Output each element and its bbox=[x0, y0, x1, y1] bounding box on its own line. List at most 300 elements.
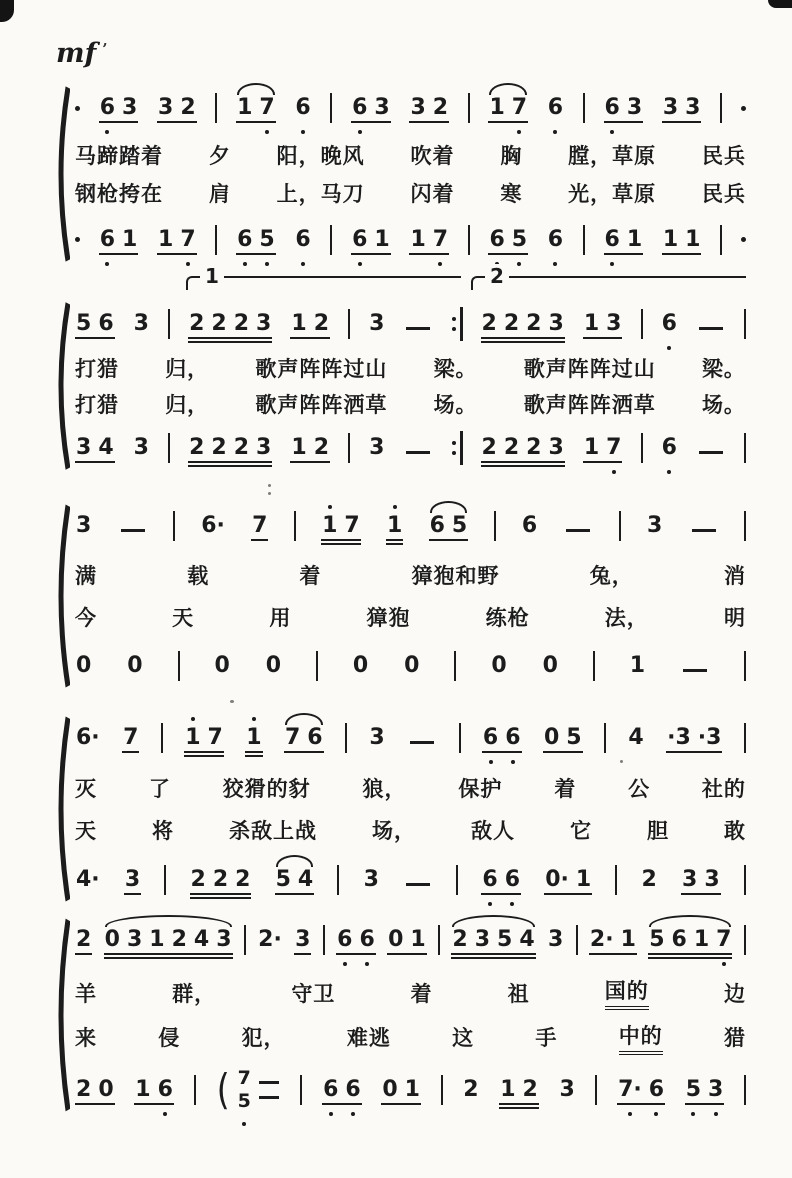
note-token: 6 bbox=[605, 97, 620, 119]
note-token: 3 bbox=[256, 311, 272, 336]
music-system bbox=[54, 714, 748, 904]
lyric-syllable: 歌声阵阵过山 bbox=[255, 357, 388, 381]
note-token: 2 bbox=[235, 867, 251, 892]
note-token: 1 bbox=[662, 226, 679, 252]
barline bbox=[744, 309, 746, 339]
dash-note bbox=[259, 1096, 279, 1099]
barline bbox=[294, 511, 296, 541]
system-content bbox=[73, 502, 748, 690]
note-beat bbox=[604, 226, 644, 252]
beam-underline bbox=[386, 539, 403, 541]
chord-notes bbox=[237, 1066, 251, 1112]
note-token: 5 bbox=[275, 867, 291, 892]
dash-note bbox=[406, 327, 430, 330]
note-beat bbox=[133, 437, 150, 459]
note-token: 6 bbox=[295, 229, 310, 251]
note-token: 5 bbox=[686, 1079, 701, 1101]
note-token: 2 bbox=[233, 435, 250, 460]
note-beat bbox=[386, 515, 403, 537]
octave-dot-below bbox=[351, 1112, 355, 1116]
note-token: 1 bbox=[489, 95, 505, 120]
octave-dot-above bbox=[252, 717, 256, 721]
dash-note bbox=[406, 451, 430, 454]
barline bbox=[337, 865, 339, 895]
note-token: 2 bbox=[503, 311, 520, 336]
lyric-syllable: 群， bbox=[172, 981, 217, 1006]
note-token: 4 bbox=[98, 435, 114, 460]
note-beat bbox=[387, 929, 427, 951]
lyric-syllable: 场。 bbox=[433, 393, 478, 417]
slur-arc bbox=[452, 915, 534, 927]
note-token: 6 bbox=[98, 311, 114, 336]
scan-speck bbox=[230, 700, 234, 703]
dash-note bbox=[692, 529, 716, 532]
lyrics-line-2 bbox=[73, 388, 748, 420]
note-beat bbox=[689, 515, 719, 537]
lyric-syllable: 胆 bbox=[647, 819, 669, 843]
octave-dot-below bbox=[667, 470, 671, 474]
note-beat bbox=[696, 437, 726, 459]
note-token: 5 bbox=[259, 229, 274, 251]
note-beat bbox=[544, 869, 592, 891]
note-beat bbox=[188, 437, 272, 459]
barline bbox=[576, 925, 578, 955]
note-token bbox=[404, 869, 432, 891]
note-token: 0 bbox=[404, 652, 420, 678]
barline bbox=[744, 433, 746, 463]
lyric-syllable: 国的 bbox=[605, 975, 649, 1010]
slur-arc bbox=[276, 855, 314, 867]
note-token: 3 bbox=[682, 867, 698, 892]
note-beat bbox=[245, 727, 262, 749]
barline bbox=[178, 651, 180, 681]
barline bbox=[593, 651, 595, 681]
lyric-syllable: 难逃 bbox=[346, 1026, 391, 1051]
lyric-syllable: 守卫 bbox=[291, 981, 336, 1006]
barline bbox=[168, 433, 170, 463]
lyrics-line-2 bbox=[73, 601, 748, 633]
note-token: 0 bbox=[265, 652, 281, 678]
octave-dot-above bbox=[191, 717, 195, 721]
note-beat bbox=[284, 727, 324, 749]
barline bbox=[215, 225, 217, 255]
octave-dot-below bbox=[358, 130, 362, 134]
note-token: 1 bbox=[291, 311, 307, 336]
note-beat bbox=[547, 929, 564, 951]
octave-dot-below bbox=[488, 902, 492, 906]
lyric-syllable: 练枪 bbox=[485, 605, 530, 630]
note-beat bbox=[351, 226, 391, 252]
note-beat bbox=[75, 1076, 115, 1102]
note-beat bbox=[583, 437, 623, 459]
note-token: 7 bbox=[344, 513, 360, 538]
note-token: 5 bbox=[566, 725, 582, 750]
octave-dot-below bbox=[365, 962, 369, 966]
note-token: 7 bbox=[606, 437, 621, 459]
note-token: 4· bbox=[76, 867, 100, 892]
barline bbox=[441, 1075, 443, 1105]
lyric-syllable: 边 bbox=[723, 981, 746, 1006]
note-beat bbox=[257, 929, 283, 951]
barline bbox=[173, 511, 175, 541]
music-system bbox=[54, 916, 748, 1114]
barline bbox=[744, 511, 746, 541]
lyric-syllable: 灭 bbox=[75, 777, 97, 801]
music-system bbox=[54, 84, 748, 264]
note-beat bbox=[403, 652, 420, 678]
note-beat bbox=[368, 437, 385, 459]
beam-underline bbox=[543, 751, 583, 753]
note-token: 5 bbox=[238, 1092, 251, 1111]
barline bbox=[454, 651, 456, 681]
note-beat bbox=[351, 97, 391, 119]
note-token: 3 bbox=[122, 95, 138, 120]
lyric-syllable: 打猎 bbox=[75, 393, 119, 417]
note-beat bbox=[482, 727, 522, 749]
note-token: 1 bbox=[158, 226, 174, 252]
barline bbox=[459, 723, 461, 753]
lyric-syllable: 中的 bbox=[619, 1020, 663, 1055]
note-token: 0 bbox=[352, 652, 369, 678]
note-token: 2 bbox=[211, 311, 227, 336]
beam-underline bbox=[499, 1107, 539, 1109]
beam-underline bbox=[75, 953, 92, 955]
note-token: 0 bbox=[76, 652, 92, 678]
note-token: 5 bbox=[649, 927, 665, 952]
repeat-dot bbox=[452, 451, 456, 455]
beam-underline bbox=[681, 893, 721, 895]
note-beat bbox=[321, 515, 361, 537]
lyric-syllable: 马蹄踏着 bbox=[75, 143, 163, 168]
beam-underline bbox=[662, 121, 702, 123]
lyric-syllable: 歌声阵阵洒草 bbox=[523, 393, 656, 417]
lyric-syllable: 保护 bbox=[458, 777, 503, 801]
note-token: 6 bbox=[483, 727, 498, 749]
octave-dot-below bbox=[343, 962, 347, 966]
beam-underline bbox=[351, 121, 391, 123]
note-token: 0 bbox=[104, 927, 120, 952]
note-token: 2 bbox=[432, 95, 449, 120]
note-token: 1 bbox=[237, 95, 253, 120]
note-token: 3 bbox=[662, 95, 679, 120]
octave-dot-below bbox=[691, 1112, 695, 1116]
note-beat bbox=[188, 313, 272, 335]
note-beat bbox=[190, 869, 252, 891]
barline bbox=[456, 865, 458, 895]
octave-dot-below bbox=[722, 962, 726, 966]
beam-underline bbox=[648, 957, 732, 959]
system-brace bbox=[54, 84, 70, 264]
note-beat bbox=[275, 869, 315, 891]
barline bbox=[164, 865, 166, 895]
beam-underline bbox=[322, 1103, 362, 1105]
note-token: 3 bbox=[374, 95, 390, 120]
note-token: 1 bbox=[404, 1076, 420, 1102]
note-token bbox=[408, 727, 436, 749]
scan-speck bbox=[268, 484, 271, 487]
note-token: 2 bbox=[76, 927, 92, 952]
note-beat bbox=[75, 727, 101, 749]
note-beat bbox=[236, 97, 276, 119]
note-beat bbox=[403, 313, 433, 335]
note-token: 2 bbox=[463, 1076, 479, 1102]
note-token: 3 bbox=[647, 513, 663, 538]
lyric-syllable: 膛，草原 bbox=[568, 143, 657, 168]
note-token: 2 bbox=[481, 311, 497, 336]
note-token: ·3 bbox=[697, 725, 722, 750]
barline bbox=[330, 93, 332, 123]
upper-voice-line bbox=[73, 714, 748, 762]
note-beat bbox=[488, 226, 528, 252]
note-token: 7 bbox=[207, 725, 223, 750]
upper-voice-line bbox=[73, 84, 748, 132]
octave-dot-below bbox=[553, 130, 557, 134]
note-beat bbox=[563, 515, 593, 537]
upper-voice-line bbox=[73, 502, 748, 550]
note-token: 6 bbox=[482, 869, 497, 891]
note-token: 2 bbox=[522, 1076, 538, 1102]
lyric-syllable: 手 bbox=[535, 1026, 558, 1051]
lyric-syllable: 歌声阵阵洒草 bbox=[255, 393, 388, 417]
barline bbox=[244, 925, 246, 955]
barline bbox=[720, 225, 722, 255]
note-token bbox=[119, 515, 147, 537]
repeat-dot bbox=[741, 106, 746, 111]
note-token: 2 bbox=[503, 435, 520, 460]
note-beat bbox=[124, 869, 141, 891]
beam-underline bbox=[617, 1103, 665, 1105]
octave-dot-below bbox=[610, 130, 614, 134]
note-token: 1 bbox=[149, 927, 165, 952]
octave-dot-below bbox=[301, 130, 305, 134]
beam-underline bbox=[290, 337, 330, 339]
note-token: 1 bbox=[135, 1076, 151, 1102]
repeat-dot bbox=[452, 441, 456, 445]
barline bbox=[345, 723, 347, 753]
octave-dot-below bbox=[612, 470, 616, 474]
note-token: 3 bbox=[410, 95, 426, 120]
barline bbox=[300, 1075, 302, 1105]
repeat-dot bbox=[452, 327, 456, 331]
note-beat bbox=[133, 313, 150, 335]
note-token: 1 bbox=[374, 226, 390, 252]
beam-underline bbox=[294, 953, 311, 955]
barline bbox=[641, 309, 643, 339]
note-beat bbox=[363, 869, 380, 891]
volta-brackets bbox=[186, 266, 746, 290]
note-token: 5 bbox=[451, 513, 468, 538]
note-beat bbox=[662, 226, 702, 252]
barline bbox=[744, 925, 746, 955]
beam-underline bbox=[188, 337, 272, 339]
beam-underline bbox=[481, 461, 565, 463]
note-token: 2 bbox=[171, 927, 187, 952]
barline bbox=[494, 511, 496, 541]
note-beat bbox=[403, 437, 433, 459]
beam-underline bbox=[604, 253, 644, 255]
beam-underline bbox=[99, 253, 139, 255]
note-token: 1 bbox=[410, 927, 426, 952]
note-token: 0 bbox=[491, 652, 507, 678]
note-beat bbox=[126, 652, 143, 678]
beam-underline bbox=[589, 953, 637, 955]
lyric-syllable: 杀敌上战 bbox=[229, 819, 317, 843]
note-token: 2 bbox=[313, 435, 329, 460]
note-token: 6 bbox=[237, 229, 252, 251]
octave-dot-below bbox=[511, 760, 515, 764]
note-beat bbox=[99, 226, 139, 252]
lyric-syllable: 犯， bbox=[241, 1026, 286, 1051]
slur-arc bbox=[430, 501, 468, 513]
note-token: 2 bbox=[313, 311, 329, 336]
note-token: 1 bbox=[583, 435, 600, 460]
barline bbox=[215, 93, 217, 123]
beam-underline bbox=[429, 539, 469, 541]
beam-underline bbox=[251, 539, 268, 541]
note-beat bbox=[666, 727, 722, 749]
note-beat bbox=[184, 727, 224, 749]
lyric-syllable: 打猎 bbox=[75, 357, 119, 381]
lyric-syllable: 钢枪挎在 bbox=[75, 182, 163, 207]
barline bbox=[348, 433, 350, 463]
dash-note bbox=[566, 529, 590, 532]
note-beat bbox=[499, 1076, 539, 1102]
lyric-syllable: 肩 bbox=[208, 182, 231, 207]
lyric-syllable: 公 bbox=[628, 777, 651, 801]
lyric-syllable: 闪着 bbox=[410, 182, 455, 207]
slur-arc bbox=[105, 915, 232, 927]
note-token: 7· bbox=[618, 1079, 642, 1101]
note-beat bbox=[213, 652, 230, 678]
volta-bracket-2 bbox=[471, 264, 746, 290]
beam-underline bbox=[245, 751, 262, 753]
note-beat bbox=[134, 1076, 174, 1102]
note-token bbox=[404, 437, 432, 459]
note-token: 4 bbox=[628, 725, 644, 750]
octave-dot-below bbox=[510, 902, 514, 906]
note-beat bbox=[604, 97, 644, 119]
lower-voice-line bbox=[73, 856, 748, 904]
lyrics-line-2 bbox=[73, 814, 748, 846]
note-token: 6 bbox=[662, 437, 677, 459]
chord-stack bbox=[215, 1065, 281, 1115]
note-beat bbox=[75, 869, 101, 891]
system-content bbox=[73, 714, 748, 904]
note-token: 3 bbox=[363, 867, 379, 892]
beam-underline bbox=[451, 957, 535, 959]
slur-arc bbox=[489, 83, 527, 95]
note-token: 0· bbox=[545, 867, 569, 892]
note-token bbox=[564, 515, 592, 537]
dash-note bbox=[259, 1081, 279, 1084]
note-beat bbox=[661, 437, 678, 459]
note-beat bbox=[200, 515, 226, 537]
note-beat bbox=[648, 929, 732, 951]
lyric-syllable: 着 bbox=[554, 777, 577, 801]
note-token: 2 bbox=[526, 435, 542, 460]
note-beat bbox=[627, 727, 644, 749]
lyric-syllable: 歌声阵阵过山 bbox=[523, 357, 656, 381]
beam-underline bbox=[409, 121, 449, 123]
beam-underline bbox=[488, 121, 528, 123]
beam-underline bbox=[184, 755, 224, 757]
note-token: 7 bbox=[252, 513, 268, 538]
barline bbox=[619, 511, 621, 541]
lyric-syllable: 兔， bbox=[589, 564, 634, 589]
note-token: 3 bbox=[369, 725, 385, 750]
beam-underline bbox=[499, 1103, 539, 1105]
note-beat bbox=[118, 515, 148, 537]
octave-dot-above bbox=[328, 505, 332, 509]
note-beat bbox=[368, 727, 385, 749]
lyric-syllable: 天 bbox=[75, 819, 97, 843]
barline bbox=[468, 225, 470, 255]
note-beat bbox=[646, 515, 663, 537]
note-token: 6 bbox=[521, 513, 538, 538]
note-token: 0 bbox=[98, 1076, 114, 1102]
note-token: 6 bbox=[548, 97, 563, 119]
note-beat bbox=[409, 97, 449, 119]
note-token: 2 bbox=[481, 435, 497, 460]
beam-underline bbox=[451, 953, 535, 955]
lyrics-line-2 bbox=[73, 1021, 748, 1053]
note-token: 1 bbox=[575, 867, 592, 892]
beam-underline bbox=[124, 893, 141, 895]
beam-underline bbox=[481, 893, 521, 895]
beam-underline bbox=[662, 253, 702, 255]
system-content bbox=[73, 916, 748, 1114]
lyric-syllable: 这 bbox=[452, 1026, 475, 1051]
note-beat bbox=[294, 226, 311, 252]
note-token: 1 bbox=[693, 927, 710, 952]
beam-underline bbox=[386, 543, 403, 545]
note-token: 6 bbox=[662, 313, 677, 335]
note-token: 2 bbox=[452, 927, 468, 952]
lyric-syllable: 梁。 bbox=[433, 357, 478, 381]
lyric-syllable: 獐狍和野 bbox=[411, 564, 500, 589]
note-token: 6 bbox=[505, 727, 520, 749]
lower-voice-line bbox=[73, 216, 748, 264]
note-beat bbox=[641, 869, 658, 891]
note-beat bbox=[547, 97, 564, 119]
note-token: 6 bbox=[100, 97, 115, 119]
note-beat bbox=[352, 652, 369, 678]
lyrics-line-1 bbox=[73, 139, 748, 171]
lyric-syllable: 光，草原 bbox=[568, 182, 657, 207]
note-token: 1 bbox=[185, 727, 200, 749]
note-token: 3 bbox=[369, 435, 385, 460]
lyric-syllable: 场。 bbox=[701, 393, 746, 417]
note-token: 6 bbox=[337, 929, 352, 951]
note-token: 5 bbox=[76, 311, 92, 336]
barline bbox=[438, 925, 440, 955]
dash-note bbox=[699, 327, 723, 330]
beam-underline bbox=[321, 539, 361, 541]
note-token: 2 bbox=[212, 867, 229, 892]
beam-underline bbox=[75, 337, 115, 339]
beam-underline bbox=[75, 461, 115, 463]
lyric-syllable: 场， bbox=[372, 819, 416, 843]
barline bbox=[323, 925, 325, 955]
note-token: 2 bbox=[641, 867, 657, 892]
beam-underline bbox=[275, 893, 315, 895]
note-beat bbox=[543, 727, 583, 749]
music-system bbox=[54, 300, 748, 472]
note-token: 3 bbox=[76, 435, 92, 460]
beam-underline bbox=[104, 953, 233, 955]
system-brace bbox=[54, 300, 70, 472]
note-beat bbox=[157, 97, 197, 119]
